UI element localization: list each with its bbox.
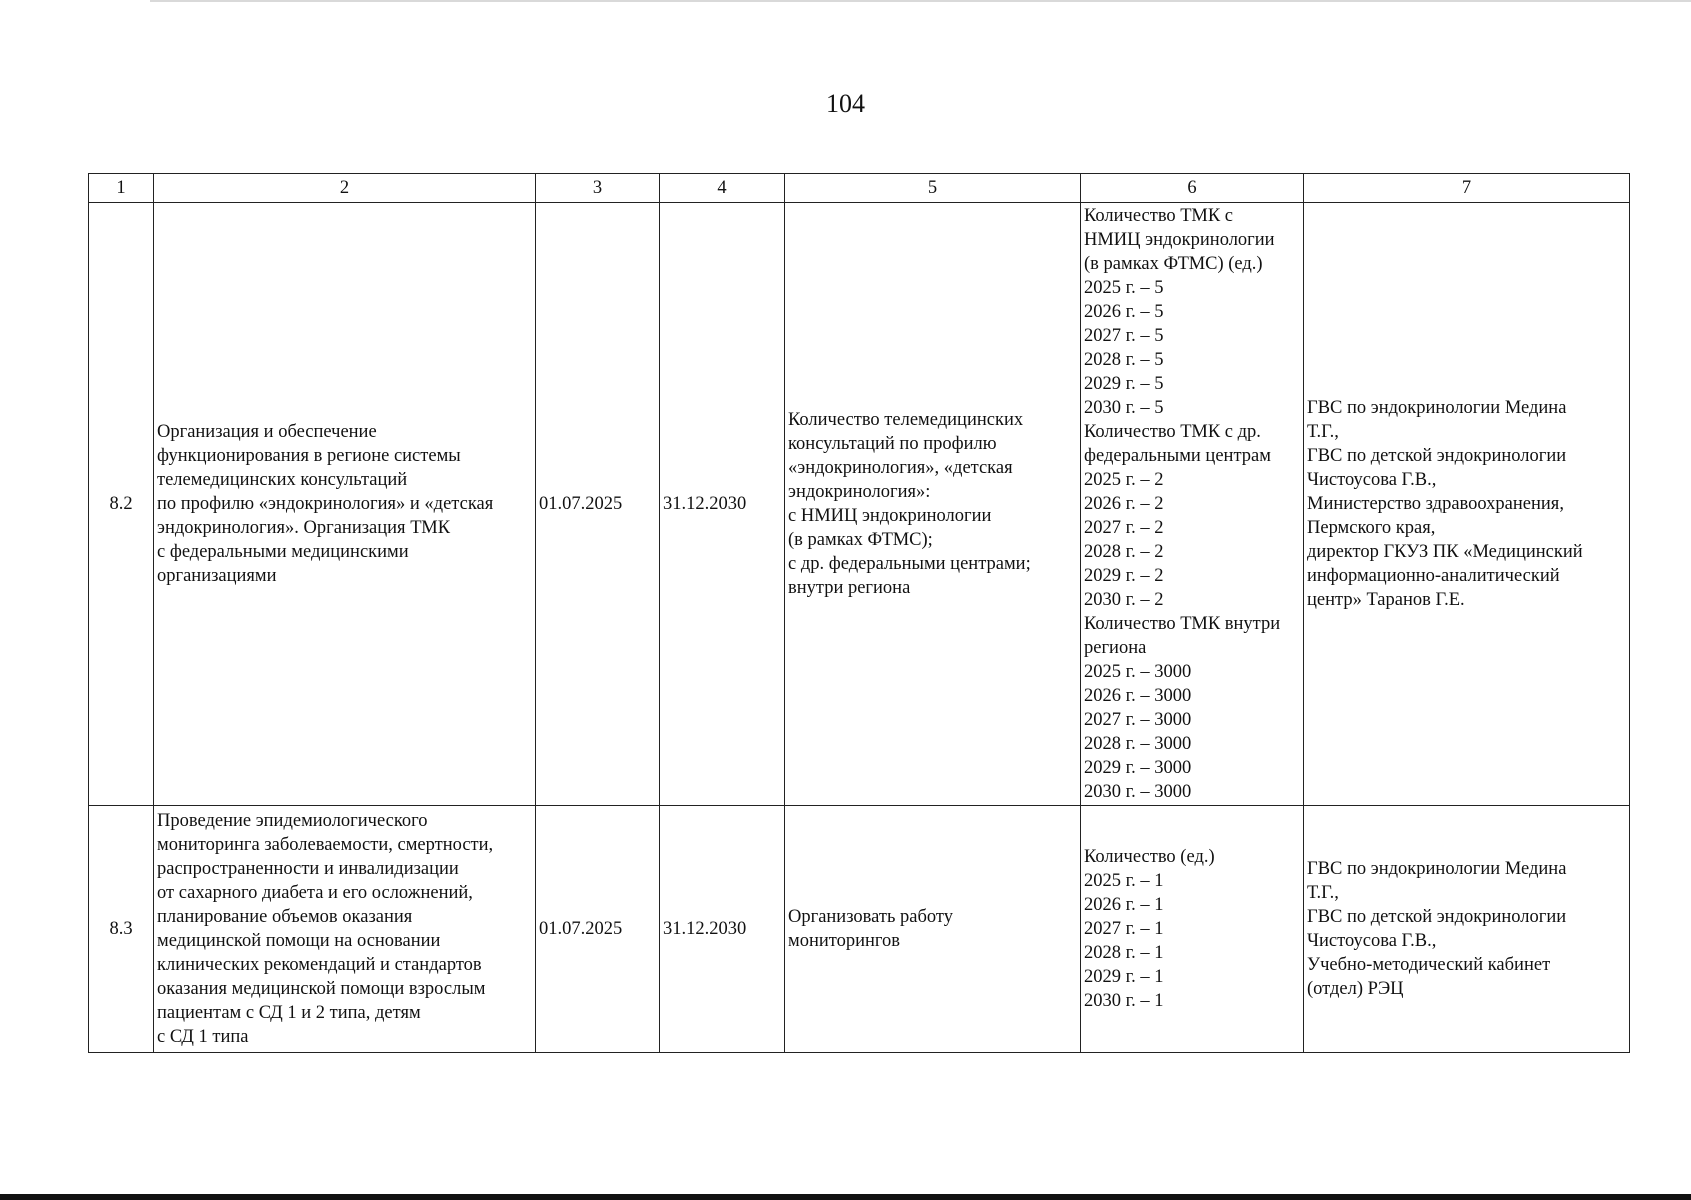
indicator-line: 2027 г. – 5 bbox=[1084, 326, 1164, 346]
responsible-line: Чистоусова Г.В., bbox=[1307, 470, 1437, 490]
indicator-line: 2028 г. – 2 bbox=[1084, 542, 1164, 562]
header-cell: 6 bbox=[1081, 174, 1304, 203]
activity-line: клинических рекомендаций и стандартов bbox=[157, 955, 482, 975]
result-line: с др. федеральными центрами; bbox=[788, 554, 1031, 574]
responsible-cell bbox=[1304, 203, 1630, 806]
responsible-line: Т.Г., bbox=[1307, 422, 1339, 442]
responsible-line: ГВС по эндокринологии Медина bbox=[1307, 859, 1567, 879]
activity-line: Проведение эпидемиологического bbox=[157, 811, 428, 831]
responsible-line: (отдел) РЭЦ bbox=[1307, 979, 1404, 999]
header-cell: 4 bbox=[660, 174, 785, 203]
indicator-line: 2028 г. – 5 bbox=[1084, 350, 1164, 370]
responsible-cell bbox=[1304, 806, 1630, 1053]
activity-line: от сахарного диабета и его осложнений, bbox=[157, 883, 473, 903]
responsible-line: ГВС по детской эндокринологии bbox=[1307, 907, 1567, 927]
table-row bbox=[89, 203, 1630, 806]
indicator-line: 2028 г. – 3000 bbox=[1084, 734, 1192, 754]
indicator-line: Количество (ед.) bbox=[1084, 847, 1215, 867]
indicator-line: 2026 г. – 3000 bbox=[1084, 686, 1192, 706]
result-cell bbox=[785, 203, 1081, 806]
indicator-line: 2025 г. – 2 bbox=[1084, 470, 1164, 490]
responsible-line: ГВС по детской эндокринологии bbox=[1307, 446, 1567, 466]
start-date: 01.07.2025 bbox=[536, 203, 660, 806]
responsible-line: Министерство здравоохранения, bbox=[1307, 494, 1564, 514]
responsible-line: Учебно-методический кабинет bbox=[1307, 955, 1551, 975]
activity-cell bbox=[154, 806, 536, 1053]
indicator-line: 2025 г. – 3000 bbox=[1084, 662, 1192, 682]
scan-edge-bottom bbox=[0, 1194, 1691, 1200]
indicator-line: 2030 г. – 2 bbox=[1084, 590, 1164, 610]
indicator-line: 2030 г. – 1 bbox=[1084, 991, 1164, 1011]
indicator-line: 2028 г. – 1 bbox=[1084, 943, 1164, 963]
responsible-line: Пермского края, bbox=[1307, 518, 1436, 538]
indicator-line: 2025 г. – 5 bbox=[1084, 278, 1164, 298]
result-line: «эндокринология», «детская bbox=[788, 458, 1013, 478]
indicator-line: Количество ТМК внутри bbox=[1084, 614, 1281, 634]
responsible-line: директор ГКУЗ ПК «Медицинский bbox=[1307, 542, 1583, 562]
activity-line: эндокринология». Организация ТМК bbox=[157, 518, 451, 538]
page-number: 104 bbox=[826, 89, 865, 118]
indicator-line: федеральными центрам bbox=[1084, 446, 1271, 466]
result-line: мониторингов bbox=[788, 931, 901, 951]
result-line: с НМИЦ эндокринологии bbox=[788, 506, 992, 526]
start-date: 01.07.2025 bbox=[536, 806, 660, 1053]
table-row bbox=[89, 806, 1630, 1053]
indicator-cell bbox=[1081, 203, 1304, 806]
indicator-line: 2026 г. – 1 bbox=[1084, 895, 1164, 915]
result-line: внутри региона bbox=[788, 578, 911, 598]
end-date: 31.12.2030 bbox=[660, 203, 785, 806]
indicator-line: 2026 г. – 5 bbox=[1084, 302, 1164, 322]
header-cell: 5 bbox=[785, 174, 1081, 203]
activity-line: оказания медицинской помощи взрослым bbox=[157, 979, 486, 999]
indicator-line: 2029 г. – 2 bbox=[1084, 566, 1164, 586]
indicator-line: 2029 г. – 3000 bbox=[1084, 758, 1192, 778]
responsible-line: центр» Таранов Г.Е. bbox=[1307, 590, 1465, 610]
responsible-line: ГВС по эндокринологии Медина bbox=[1307, 398, 1567, 418]
indicator-line: 2029 г. – 1 bbox=[1084, 967, 1164, 987]
header-cell: 7 bbox=[1304, 174, 1630, 203]
responsible-line: Т.Г., bbox=[1307, 883, 1339, 903]
activity-line: мониторинга заболеваемости, смертности, bbox=[157, 835, 494, 855]
indicator-line: Количество ТМК с др. bbox=[1084, 422, 1261, 442]
indicator-line: (в рамках ФТМС) (ед.) bbox=[1084, 254, 1263, 274]
header-cell: 3 bbox=[536, 174, 660, 203]
header-cell: 2 bbox=[154, 174, 536, 203]
indicator-line: региона bbox=[1084, 638, 1147, 658]
result-line: Количество телемедицинских bbox=[788, 410, 1024, 430]
plan-table bbox=[88, 173, 1630, 1053]
activity-line: планирование объемов оказания bbox=[157, 907, 413, 927]
indicator-line: 2030 г. – 5 bbox=[1084, 398, 1164, 418]
indicator-line: 2025 г. – 1 bbox=[1084, 871, 1164, 891]
activity-cell bbox=[154, 203, 536, 806]
table-header-row bbox=[89, 174, 1630, 203]
header-cell: 1 bbox=[89, 174, 154, 203]
activity-line: распространенности и инвалидизации bbox=[157, 859, 459, 879]
indicator-line: НМИЦ эндокринологии bbox=[1084, 230, 1275, 250]
result-cell bbox=[785, 806, 1081, 1053]
activity-line: Организация и обеспечение bbox=[157, 422, 377, 442]
row-number: 8.2 bbox=[89, 203, 154, 806]
activity-line: по профилю «эндокринология» и «детская bbox=[157, 494, 494, 514]
indicator-line: 2030 г. – 3000 bbox=[1084, 782, 1192, 802]
indicator-line: 2027 г. – 3000 bbox=[1084, 710, 1192, 730]
scan-edge-top bbox=[150, 0, 1691, 2]
indicator-cell bbox=[1081, 806, 1304, 1053]
end-date: 31.12.2030 bbox=[660, 806, 785, 1053]
responsible-line: Чистоусова Г.В., bbox=[1307, 931, 1437, 951]
indicator-line: 2026 г. – 2 bbox=[1084, 494, 1164, 514]
result-line: (в рамках ФТМС); bbox=[788, 530, 933, 550]
result-line: эндокринология»: bbox=[788, 482, 931, 502]
activity-line: медицинской помощи на основании bbox=[157, 931, 441, 951]
activity-line: с СД 1 типа bbox=[157, 1027, 249, 1047]
activity-line: организациями bbox=[157, 566, 277, 586]
result-line: Организовать работу bbox=[788, 907, 954, 927]
indicator-line: 2027 г. – 2 bbox=[1084, 518, 1164, 538]
indicator-line: 2029 г. – 5 bbox=[1084, 374, 1164, 394]
row-number: 8.3 bbox=[89, 806, 154, 1053]
responsible-line: информационно-аналитический bbox=[1307, 566, 1560, 586]
activity-line: пациентам с СД 1 и 2 типа, детям bbox=[157, 1003, 421, 1023]
indicator-line: Количество ТМК с bbox=[1084, 206, 1233, 226]
activity-line: с федеральными медицинскими bbox=[157, 542, 409, 562]
result-line: консультаций по профилю bbox=[788, 434, 997, 454]
activity-line: телемедицинских консультаций bbox=[157, 470, 408, 490]
activity-line: функционирования в регионе системы bbox=[157, 446, 461, 466]
indicator-line: 2027 г. – 1 bbox=[1084, 919, 1164, 939]
